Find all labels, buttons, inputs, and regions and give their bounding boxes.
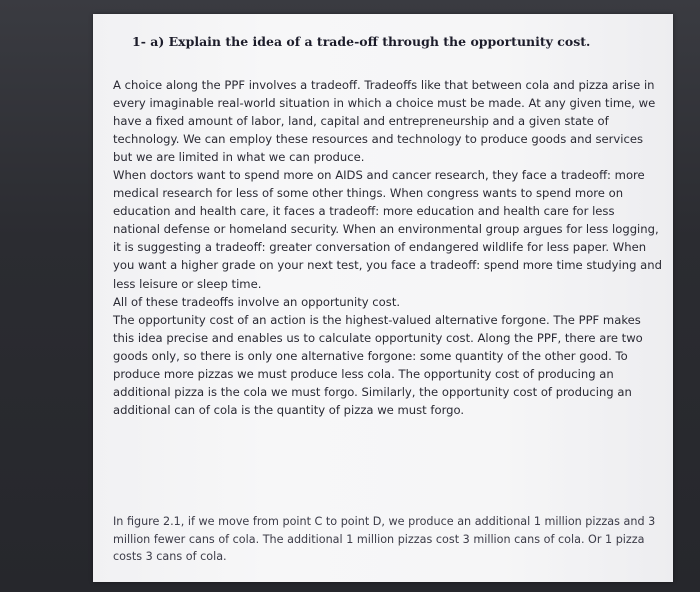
document-page (93, 14, 673, 582)
answer-body (113, 76, 665, 419)
paragraph-tradeoff-examples: When doctors want to spend more on AIDS and cancer research, they face a tradeoff: more medical research for less of some other things. When congress wants to spend more on education and health care, it faces a tradeoff: more education and health care for less national defense or homeland security. When an environmental group argues for less logging, it is suggesting a tradeoff: greater conversation of endangered wildlife for less paper. When you want a higher grade on your next test, you face a tradeoff: spend more time studying and less leisure or sleep time. (113, 168, 662, 291)
paragraph-figure-example: In figure 2.1, if we move from point C to point D, we produce an additional 1 million pizzas and 3 million fewer cans of cola. The additional 1 million pizzas cost 3 million cans of cola. Or 1 pizza costs 3 cans of cola. (113, 515, 656, 563)
figure-note (113, 513, 665, 566)
paragraph-tradeoff-intro: A choice along the PPF involves a tradeoff. Tradeoffs like that between cola and pizza arise in every imaginable real-world situation in which a choice must be made. At any given time, we have a fixed amount of labor, land, capital and entrepreneurship and a given state of technology. We can employ these resources and technology to produce goods and services but we are limited in what we can produce. (113, 78, 656, 165)
paragraph-opportunity-cost-definition: The opportunity cost of an action is the highest-valued alternative forgone. The PPF makes this idea precise and enables us to calculate opportunity cost. Along the PPF, there are two goods only, so there is only one alternative forgone: some quantity of the other good. To produce more pizzas we must produce less cola. The opportunity cost of producing an additional pizza is the cola we must forgo. Similarly, the opportunity cost of producing an additional can of cola is the quantity of pizza we must forgo. (113, 312, 643, 417)
question-heading: 1- a) Explain the idea of a trade-off through the opportunity cost. (132, 34, 591, 49)
paragraph-opportunity-cost-link: All of these tradeoffs involve an opportunity cost. (113, 294, 401, 309)
